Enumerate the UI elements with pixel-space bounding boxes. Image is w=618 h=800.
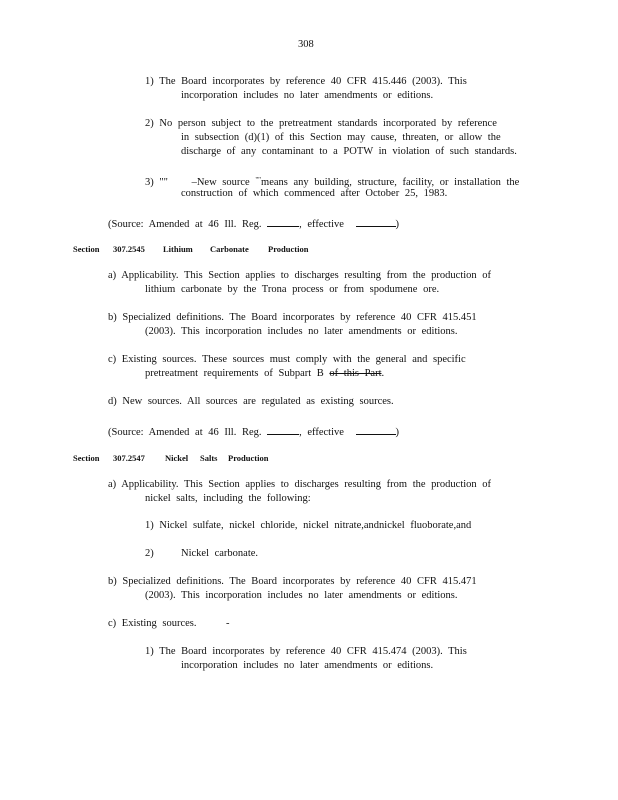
definition-text: means any building, structure, facility, or installation the [261, 177, 520, 188]
source-label: (Source: Amended at 46 Ill. Reg. [108, 219, 262, 230]
paragraph-line: (2003). This incorporation includes no later amendments or editions. [145, 326, 458, 337]
page-number: 308 [298, 39, 314, 50]
section-label: Section [73, 453, 100, 463]
item-prefix: 3) "" [145, 177, 168, 188]
paragraph-line: 1) The Board incorporates by reference 40 CFR 415.446 (2003). This [145, 76, 467, 87]
source-note [108, 424, 399, 439]
deleted-text: of this Part [329, 368, 382, 379]
paragraph-line: b) Specialized definitions. The Board incorporates by reference 40 CFR 415.451 [108, 312, 477, 323]
quote-mark: "" [255, 176, 262, 184]
section-title-word: Production [228, 453, 269, 463]
dash-mark: - [226, 618, 230, 629]
paragraph-line: incorporation includes no later amendments or editions. [181, 90, 434, 101]
list-item: 1) Nickel sulfate, nickel chloride, nickel nitrate,andnickel fluoborate,and [145, 520, 472, 531]
blank-line [267, 216, 299, 227]
section-number: 307.2545 [113, 244, 145, 254]
source-effective: , effective [299, 219, 344, 230]
paragraph-line: 1) The Board incorporates by reference 40 CFR 415.474 (2003). This [145, 646, 467, 657]
list-item-number: 2) [145, 548, 154, 559]
source-label: (Source: Amended at 46 Ill. Reg. [108, 427, 262, 438]
source-note [108, 216, 399, 231]
paragraph-line [145, 174, 519, 189]
section-label: Section [73, 244, 100, 254]
dash-mark: – [191, 177, 197, 188]
paragraph-line: a) Applicability. This Section applies to discharges resulting from the production of [108, 270, 492, 281]
paragraph-line: in subsection (d)(1) of this Section may cause, threaten, or allow the [181, 132, 501, 143]
paragraph-line: lithium carbonate by the Trona process or from spodumene ore. [145, 284, 440, 295]
section-title-word: Carbonate [210, 244, 249, 254]
section-title-word: Production [268, 244, 309, 254]
source-end: ) [395, 427, 400, 438]
definition-term: New source [196, 177, 250, 188]
paragraph-line: incorporation includes no later amendments or editions. [181, 660, 434, 671]
paragraph-line: d) New sources. All sources are regulated as existing sources. [108, 396, 394, 407]
section-title-word: Lithium [163, 244, 193, 254]
paragraph-line: b) Specialized definitions. The Board incorporates by reference 40 CFR 415.471 [108, 576, 477, 587]
blank-line [356, 424, 396, 435]
paragraph-line: 2) No person subject to the pretreatment standards incorporated by reference [145, 118, 497, 129]
paragraph-line: c) Existing sources. [108, 618, 197, 629]
section-title-word: Nickel [165, 453, 189, 463]
paragraph-line: discharge of any contaminant to a POTW in violation of such standards. [181, 146, 517, 157]
paragraph-line: a) Applicability. This Section applies to discharges resulting from the production of [108, 479, 492, 490]
blank-line [267, 424, 299, 435]
paragraph-line: c) Existing sources. These sources must comply with the general and specific [108, 354, 466, 365]
source-end: ) [395, 219, 400, 230]
list-item: Nickel carbonate. [181, 548, 259, 559]
source-effective: , effective [299, 427, 344, 438]
section-title-word: Salts [200, 453, 218, 463]
requirement-text: pretreatment requirements of Subpart B [145, 368, 324, 379]
paragraph-line: construction of which commenced after October 25, 1983. [181, 188, 448, 199]
paragraph-line [145, 368, 384, 380]
period: . [381, 368, 385, 379]
paragraph-line: nickel salts, including the following: [145, 493, 311, 504]
paragraph-line: (2003). This incorporation includes no later amendments or editions. [145, 590, 458, 601]
blank-line [356, 216, 396, 227]
section-number: 307.2547 [113, 453, 145, 463]
